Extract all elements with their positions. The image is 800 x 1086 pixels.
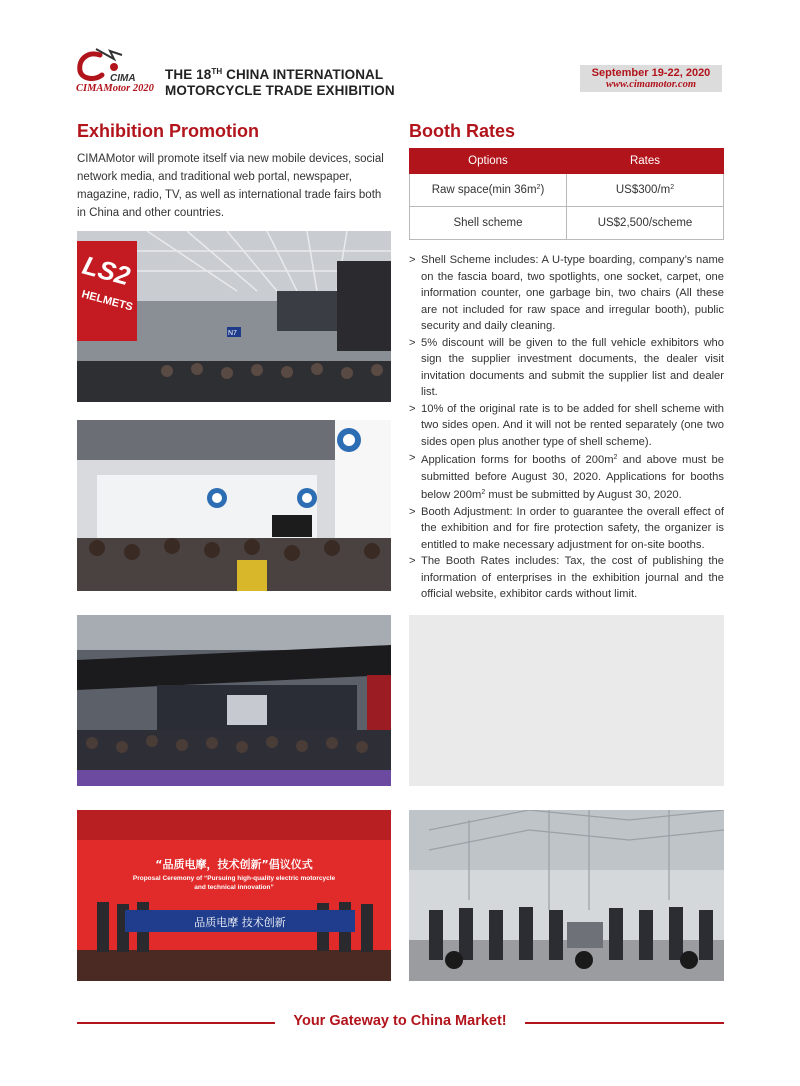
image-placeholder xyxy=(409,615,724,786)
note-application-deadline: > Application forms for booths of $200m^2$ and above must be submitted before August 30, 2020. Applications for booths below $200m^2$ must be submitted by August 30, 2020. xyxy=(409,450,724,504)
note-rates-include: > The Booth Rates includes: Tax, the cost of publishing the information of enterprises in the exhibition journal and the official website, exhibitor cards without limit. xyxy=(409,553,724,603)
footer-divider-right xyxy=(525,1022,724,1024)
date-box xyxy=(580,65,722,92)
ceremony-title-en2: and technical innovation” xyxy=(194,884,274,891)
col-options-header: Options xyxy=(410,149,567,174)
event-date: September 19-22, 2020 xyxy=(591,67,711,79)
title-line2: MOTORCYCLE TRADE EXHIBITION xyxy=(165,83,395,98)
shell-scheme-rate: US$2,500/scheme xyxy=(567,207,724,240)
photo-dark-booth xyxy=(77,615,391,786)
photo-exhibition-hall xyxy=(77,231,391,402)
booth-notes-list xyxy=(409,252,724,603)
ls2-sign: LS2 xyxy=(79,249,134,292)
ceremony-title-cn: “品质电摩，技术创新”倡议仪式 xyxy=(155,858,313,871)
ceremony-banner: 品质电摩 技术创新 xyxy=(194,916,286,929)
logo-brand-text: CIMA xyxy=(110,73,136,84)
photo-outdoor-group xyxy=(409,810,724,981)
note-booth-adjustment: > Booth Adjustment: In order to guarantee the overall effect of the exhibition and for fire protection safety, the organizer is entitled to make necessary adjustment for on-site booths. xyxy=(409,504,724,554)
logo-caption: CIMAMotor 2020 xyxy=(76,83,154,94)
table-row xyxy=(410,174,724,207)
raw-space-rate: $US\$300/m^2$ xyxy=(567,174,724,207)
note-shell-scheme: > Shell Scheme includes: A U-type boarding, company’s name on the fascia board, two spotlights, one socket, carpet, one information counter, one garbage bin, two chairs (All these are not included for raw space and irregular booth), public security and daily cleaning. xyxy=(409,252,724,335)
cima-logo xyxy=(70,45,165,97)
booth-rates-table xyxy=(409,148,724,240)
footer-divider-left xyxy=(77,1022,275,1024)
title-line1-pre: THE 18 xyxy=(165,67,212,82)
footer-slogan: Your Gateway to China Market! xyxy=(293,1013,507,1029)
raw-space-option: Raw space(min $36m^2$) xyxy=(410,174,567,207)
photo-bmw-booth xyxy=(77,420,391,591)
col-rates-header: Rates xyxy=(567,149,724,174)
shell-scheme-option: Shell scheme xyxy=(410,207,567,240)
cima-logo-icon xyxy=(70,45,165,85)
booth-rates-heading: Booth Rates xyxy=(409,121,516,141)
ls2-sign-sub: HELMETS xyxy=(80,288,135,314)
promotion-text: CIMAMotor will promote itself via new mobile devices, social network media, and traditional web portal, newspaper, magazine, radio, TV, as well as international trade fairs both in China and other countries. xyxy=(77,153,384,219)
ceremony-title-en1: Proposal Ceremony of “Pursuing high-quality electric motorcycle xyxy=(132,875,336,882)
title-line1-sup: TH xyxy=(211,67,223,76)
website-link[interactable]: www.cimamotor.com xyxy=(605,79,697,90)
note-two-sides-open: > 10% of the original rate is to be added for shell scheme with two sides open. And it will not be rented separately (one two sides open plus another type of shell scheme). xyxy=(409,401,724,451)
table-header-row xyxy=(410,149,724,174)
title-line1-post: CHINA INTERNATIONAL xyxy=(222,67,384,82)
hall-sign: N7 xyxy=(228,330,237,337)
promotion-heading: Exhibition Promotion xyxy=(77,121,259,141)
table-row xyxy=(410,207,724,240)
exhibition-title xyxy=(165,64,395,99)
note-discount: > 5% discount will be given to the full vehicle exhibitors who sign the supplier investment documents, the dealer visit invitation documents and submit the supplier list and dealer list. xyxy=(409,335,724,401)
photo-ceremony xyxy=(77,810,391,981)
